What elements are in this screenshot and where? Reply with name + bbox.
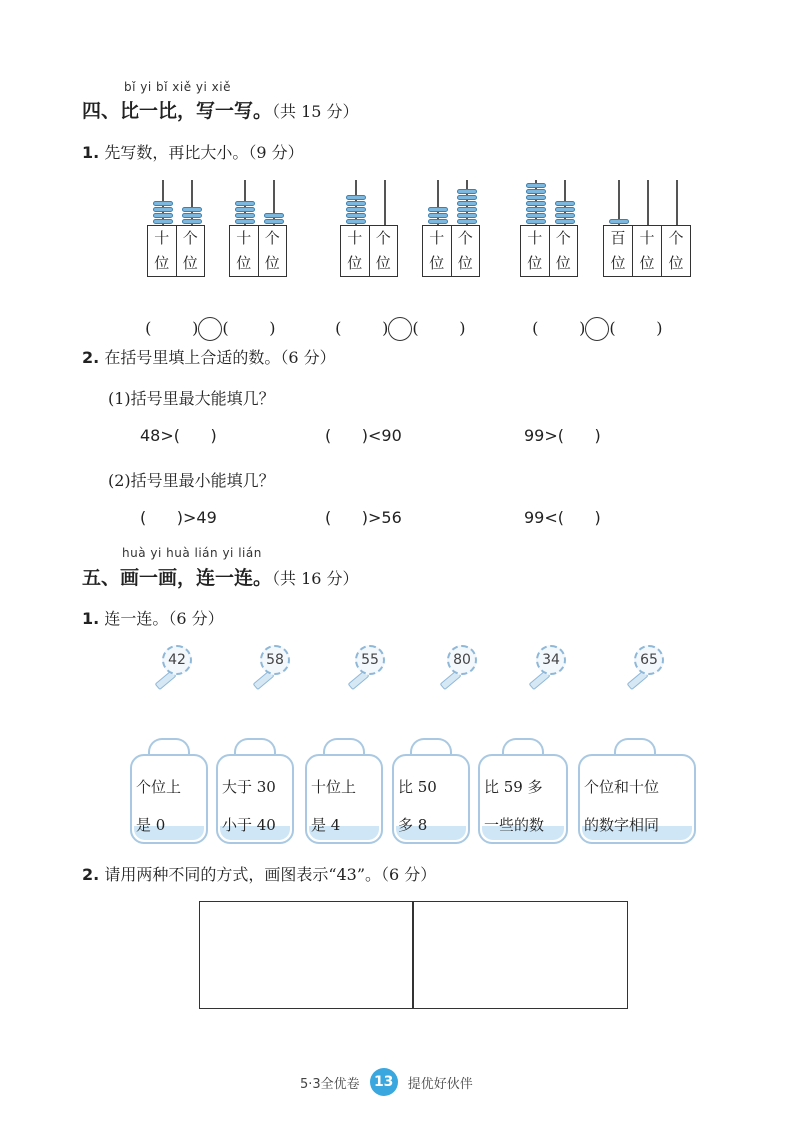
- s5-q2-text: 请用两种不同的方式，画图表示“43”。（6 分）: [104, 865, 437, 884]
- s4-q2-number: 2.: [82, 348, 100, 367]
- lock-line2: 多 8: [398, 816, 428, 834]
- lock-label: [136, 768, 204, 844]
- place-value-box: [229, 225, 287, 277]
- lock-line1: 个位上: [136, 778, 182, 796]
- abacus-bead: [457, 189, 477, 194]
- compare-circle[interactable]: [388, 317, 412, 341]
- lock-line2: 是 0: [136, 816, 166, 834]
- abacus-bead: [526, 189, 546, 194]
- lock-line1: 十位上: [311, 778, 357, 796]
- compare-blank-left[interactable]: ( ): [532, 318, 586, 338]
- place-value-label: 十 位: [341, 226, 370, 276]
- key-ring: 80: [447, 645, 477, 675]
- lock-line1: 比 59 多: [484, 778, 543, 796]
- key-ring: 58: [260, 645, 290, 675]
- abacus-bead: [428, 207, 448, 212]
- abacus-bead: [526, 183, 546, 188]
- abacus-rod: [676, 180, 678, 225]
- page-number: 13: [370, 1068, 398, 1096]
- lock-line2: 小于 40: [222, 816, 276, 834]
- fill-item[interactable]: ( )>49: [140, 508, 217, 527]
- s4-q2-prompt: [82, 345, 336, 368]
- abacus-bead: [609, 219, 629, 224]
- key-34[interactable]: [524, 645, 572, 693]
- place-value-label: 个 位: [375, 229, 391, 272]
- abacus-bead: [153, 219, 173, 224]
- abacus-bead: [153, 207, 173, 212]
- abacus-bead: [346, 207, 366, 212]
- lock-label: [311, 768, 379, 844]
- lock-line2: 一些的数: [484, 816, 545, 834]
- footer-brand: 5·3全优卷: [300, 1076, 360, 1092]
- lock-4[interactable]: [392, 738, 470, 844]
- abacus-bead: [264, 213, 284, 218]
- place-value-box: [422, 225, 480, 277]
- s4-q2-part1: (1)括号里最大能填几？: [108, 389, 275, 408]
- abacus-bead: [182, 207, 202, 212]
- abacus-bead: [526, 213, 546, 218]
- place-value-label: 十 位: [148, 226, 177, 276]
- drawing-area-left[interactable]: [199, 901, 414, 1009]
- abacus-bead: [235, 219, 255, 224]
- fill-item[interactable]: ( )>56: [325, 508, 402, 527]
- section5-heading: [82, 563, 359, 590]
- abacus-bead: [264, 219, 284, 224]
- key-80[interactable]: [435, 645, 483, 693]
- place-value-box: [520, 225, 578, 277]
- s4-q2-text: 在括号里填上合适的数。（6 分）: [104, 348, 336, 367]
- footer-slogan: 提优好伙伴: [407, 1076, 473, 1092]
- abacus-bead: [526, 195, 546, 200]
- s5-q1-text: 连一连。（6 分）: [104, 609, 224, 628]
- compare-circle[interactable]: [585, 317, 609, 341]
- abacus-bead: [153, 201, 173, 206]
- abacus-bead: [428, 213, 448, 218]
- key-55[interactable]: [343, 645, 391, 693]
- lock-label: [222, 768, 290, 844]
- lock-line2: 是 4: [311, 816, 341, 834]
- lock-3[interactable]: [305, 738, 383, 844]
- abacus-bead: [555, 201, 575, 206]
- key-42[interactable]: [150, 645, 198, 693]
- abacus-bead: [182, 213, 202, 218]
- lock-5[interactable]: [478, 738, 568, 844]
- lock-line1: 大于 30: [222, 778, 276, 796]
- lock-label: [584, 768, 692, 844]
- section4-points: （共 15 分）: [272, 102, 359, 121]
- abacus-bead: [526, 201, 546, 206]
- abacus-bead: [457, 201, 477, 206]
- key-ring: 34: [536, 645, 566, 675]
- abacus-bead: [346, 219, 366, 224]
- abacus-bead: [457, 195, 477, 200]
- abacus-bead: [526, 207, 546, 212]
- lock-label: [398, 768, 466, 844]
- abacus-bead: [235, 201, 255, 206]
- s5-q1-number: 1.: [82, 609, 100, 628]
- lock-label: [484, 768, 564, 844]
- s5-q2-prompt: [82, 862, 436, 885]
- place-value-label: 十 位: [423, 226, 452, 276]
- lock-line1: 个位和十位: [584, 778, 660, 796]
- compare-blank-right[interactable]: ( ): [609, 318, 663, 338]
- fill-item[interactable]: 99>( ): [524, 426, 601, 445]
- place-value-label: 十 位: [633, 226, 662, 276]
- section5-title: 五、画一画，连一连。: [82, 567, 273, 589]
- compare-pair-1: [135, 298, 276, 341]
- key-ring: 55: [355, 645, 385, 675]
- place-value-label: 个 位: [182, 229, 198, 272]
- compare-blank-left[interactable]: ( ): [145, 318, 199, 338]
- place-value-label: 个 位: [457, 229, 473, 272]
- fill-item[interactable]: 48>( ): [140, 426, 217, 445]
- abacus-bead: [457, 207, 477, 212]
- section4-pinyin: bǐ yi bǐ xiě yi xiě: [124, 80, 231, 94]
- s4-q1-number: 1.: [82, 143, 100, 162]
- lock-line2: 的数字相同: [584, 816, 660, 834]
- place-value-box: [603, 225, 691, 277]
- abacus-bead: [555, 207, 575, 212]
- place-value-box: [147, 225, 205, 277]
- s5-q2-number: 2.: [82, 865, 100, 884]
- abacus-bead: [526, 219, 546, 224]
- abacus-bead: [457, 219, 477, 224]
- compare-pair-3: [522, 298, 663, 341]
- s5-q1-prompt: [82, 606, 224, 629]
- section5-points: （共 16 分）: [272, 569, 359, 588]
- section5-pinyin: huà yi huà lián yi lián: [122, 546, 262, 560]
- key-ring: 42: [162, 645, 192, 675]
- place-value-label: 个 位: [668, 229, 684, 272]
- abacus-bead: [346, 201, 366, 206]
- drawing-area-right[interactable]: [412, 901, 628, 1009]
- abacus-bead: [555, 213, 575, 218]
- compare-blank-right[interactable]: ( ): [412, 318, 466, 338]
- abacus-rod: [647, 180, 649, 225]
- place-value-label: 个 位: [264, 229, 280, 272]
- s4-q1-text: 先写数，再比大小。（9 分）: [104, 143, 304, 162]
- key-65[interactable]: [622, 645, 670, 693]
- abacus-bead: [346, 195, 366, 200]
- abacus-rod: [384, 180, 386, 225]
- place-value-label: 百 位: [604, 226, 633, 276]
- section4-title: 四、比一比，写一写。: [82, 100, 273, 122]
- abacus-bead: [555, 219, 575, 224]
- key-58[interactable]: [248, 645, 296, 693]
- compare-blank-left[interactable]: ( ): [335, 318, 389, 338]
- lock-1[interactable]: [130, 738, 208, 844]
- place-value-label: 个 位: [555, 229, 571, 272]
- place-value-box: [340, 225, 398, 277]
- s4-q2-part2: (2)括号里最小能填几？: [108, 471, 275, 490]
- abacus-bead: [235, 207, 255, 212]
- lock-6[interactable]: [578, 738, 696, 844]
- abacus-bead: [153, 213, 173, 218]
- compare-blank-right[interactable]: ( ): [222, 318, 276, 338]
- compare-circle[interactable]: [198, 317, 222, 341]
- section4-heading: [82, 96, 359, 123]
- fill-item[interactable]: ( )<90: [325, 426, 402, 445]
- lock-line1: 比 50: [398, 778, 437, 796]
- footer: [300, 1068, 473, 1096]
- place-value-label: 十 位: [230, 226, 259, 276]
- s4-q1-prompt: [82, 140, 304, 163]
- lock-2[interactable]: [216, 738, 294, 844]
- compare-pair-2: [325, 298, 466, 341]
- place-value-label: 十 位: [521, 226, 550, 276]
- abacus-bead: [346, 213, 366, 218]
- abacus-bead: [457, 213, 477, 218]
- fill-item[interactable]: 99<( ): [524, 508, 601, 527]
- abacus-bead: [235, 213, 255, 218]
- abacus-bead: [428, 219, 448, 224]
- abacus-bead: [182, 219, 202, 224]
- key-ring: 65: [634, 645, 664, 675]
